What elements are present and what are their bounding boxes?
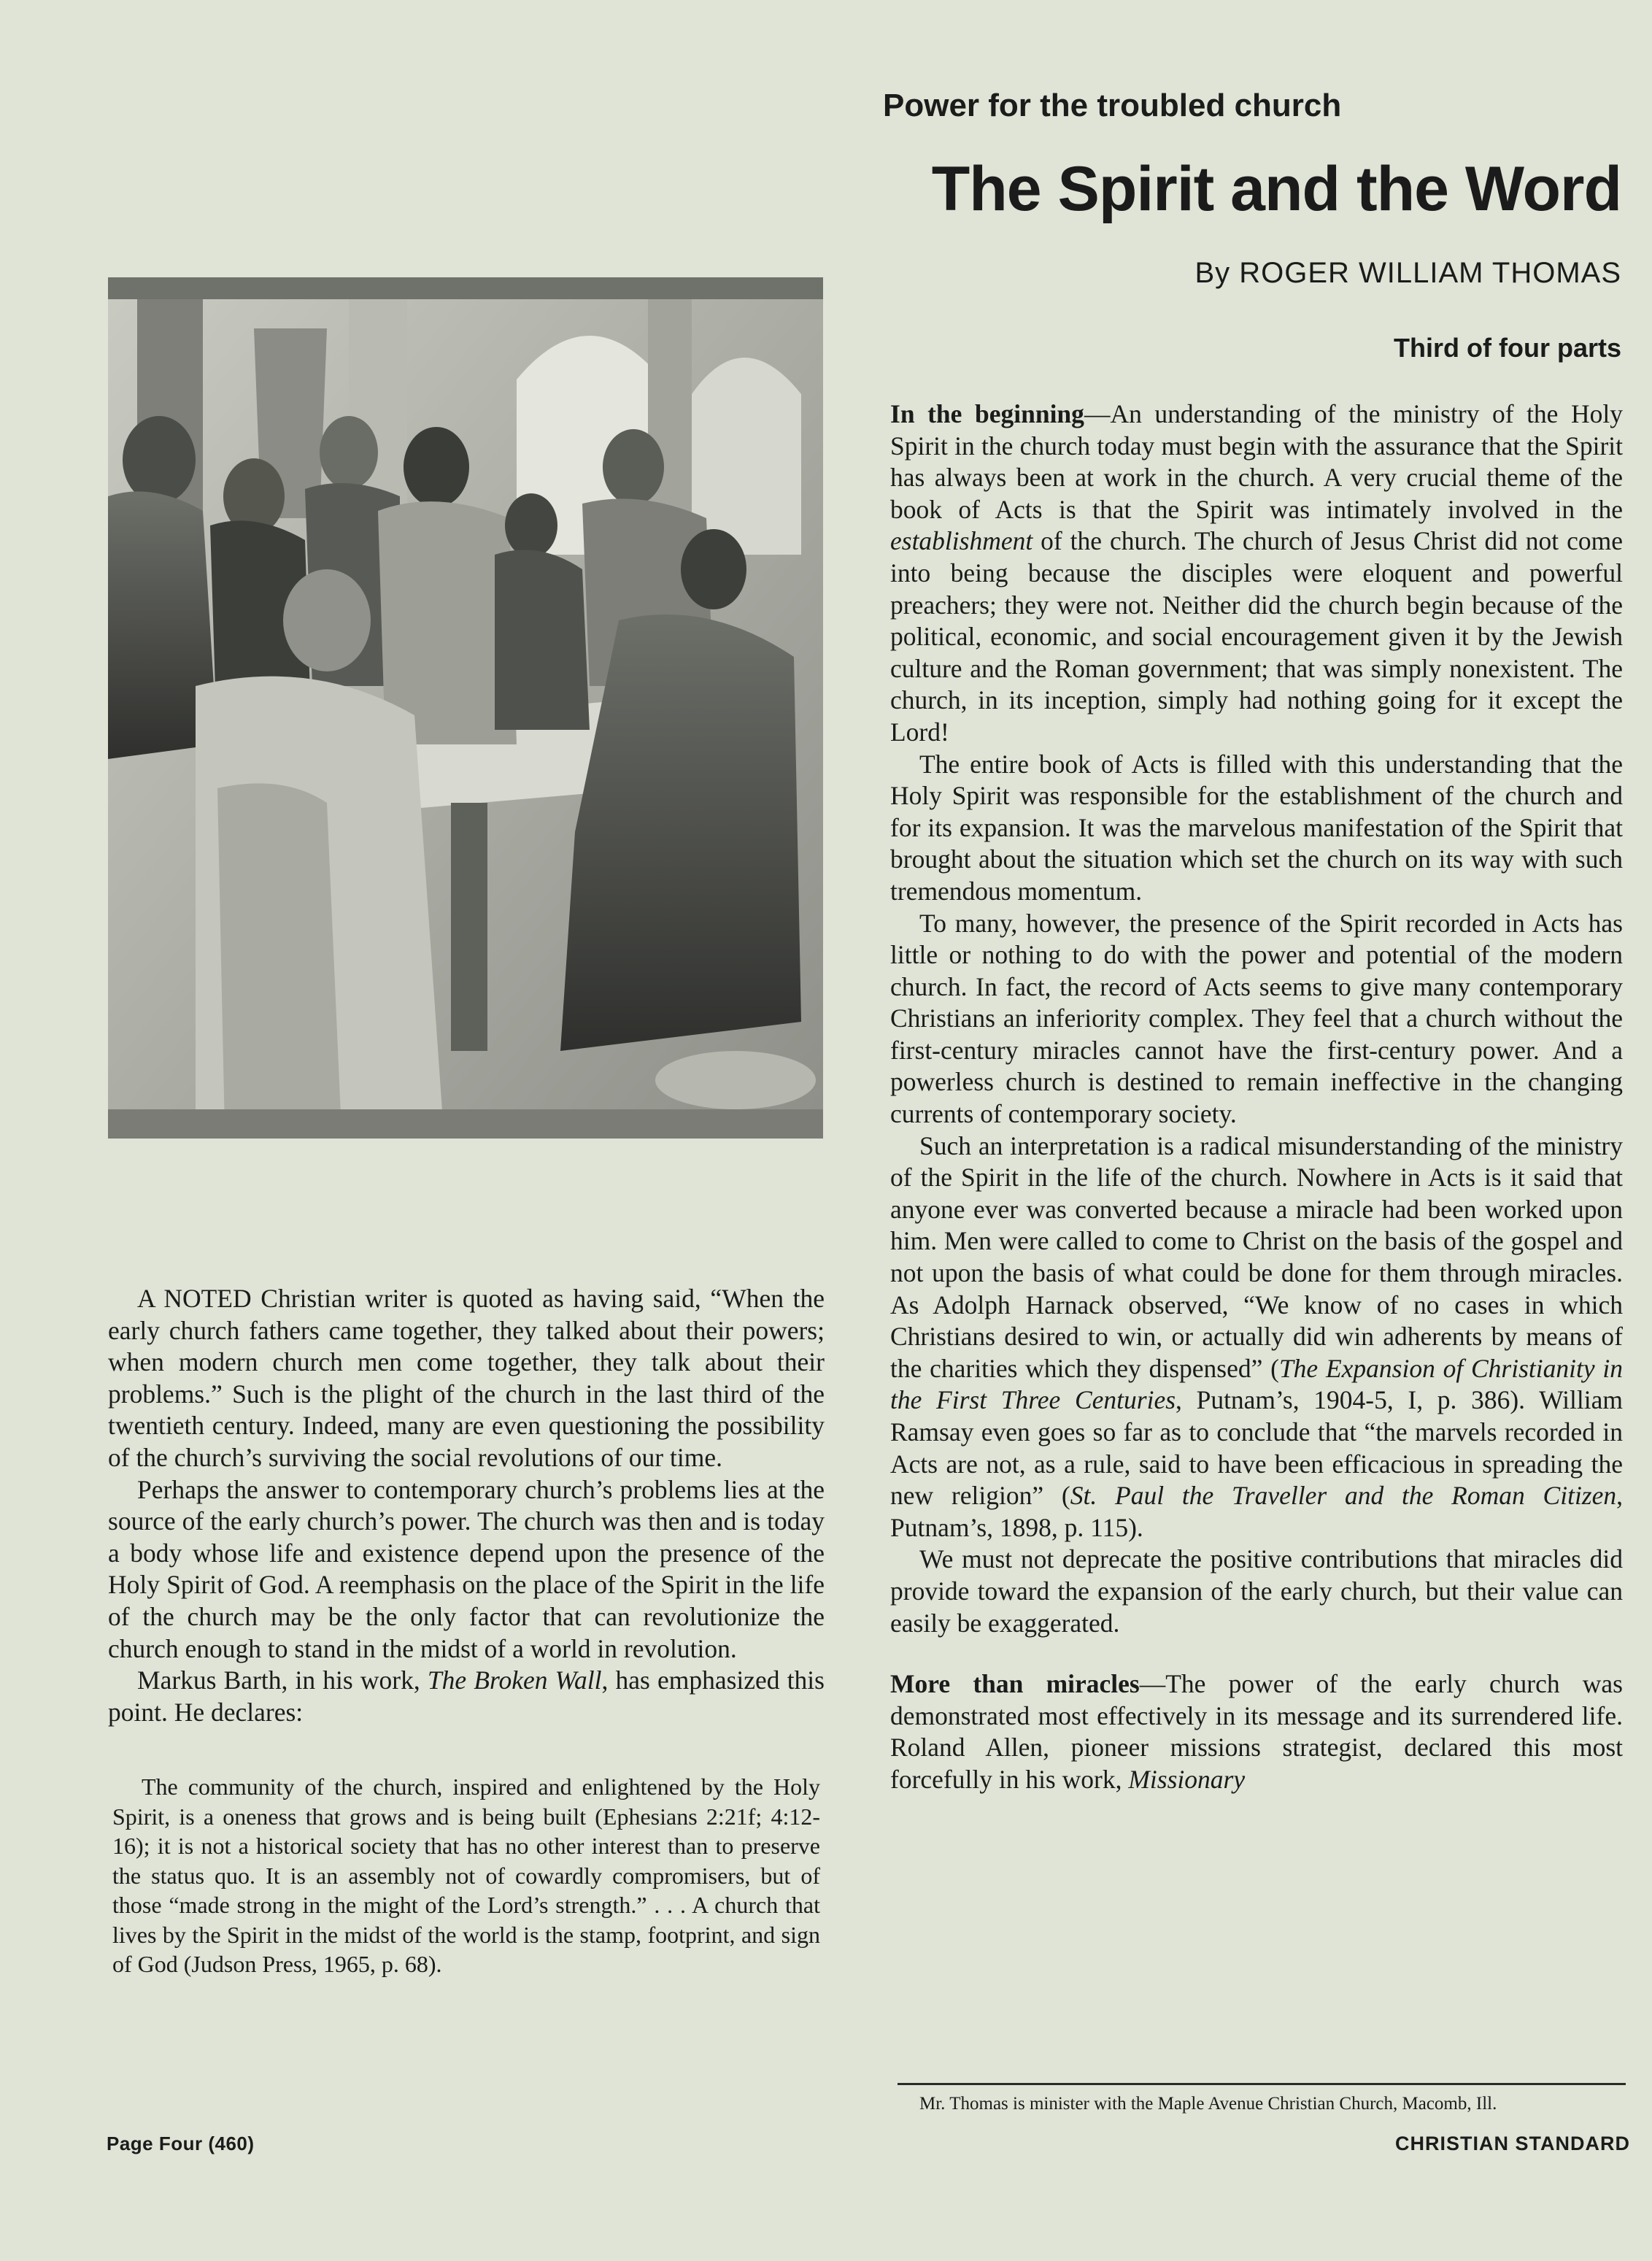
- text-run: , Putnam’s, 1904-5, I, p. 386). William Ramsay even goes so far as to conclude that “the marvels recorded in Acts are not, as a rule, said to have been efficacious in spreading the new religion” (: [890, 1385, 1623, 1511]
- page-number: Page Four (460): [107, 2133, 255, 2154]
- paragraph: To many, however, the presence of the Spirit recorded in Acts has little or nothing to do with the power and potential of the modern church. In fact, the record of Acts seems to give many contemporary Christians an inferiority complex. They feel that a church without the first-century miracles cannot have the first-century power. And a powerless church is destined to remain ineffective in the changing currents of contemporary society.: [890, 908, 1623, 1129]
- text-run: , has emphasized this point. He declares:: [108, 1665, 825, 1727]
- paragraph: A NOTED Christian writer is quoted as having said, “When the early church fathers came together, they talked about their powers; when modern church men come together, they talk about their problems.” Such is the plight of the church in the last third of the twentieth century. Indeed, many are even questioning the possibility of the church’s surviving the social revolutions of our time.: [108, 1284, 825, 1472]
- illustration-drawing: [108, 277, 823, 1139]
- paragraph: [890, 1668, 1623, 1795]
- right-column: [890, 398, 1623, 1796]
- text-run: , Putnam’s, 1898, p. 115).: [890, 1481, 1623, 1542]
- book-title: The Expansion of Christianity in the First Three Centuries: [890, 1353, 1623, 1415]
- quote-text: The community of the church, inspired and enlightened by the Holy Spirit, is a oneness that grows and is being built (Ephesians 2:21f; 4:12-16); it is not a historical society that has no other interest than to preserve the status quo. It is an assembly not of cowardly compromisers, but of those “made strong in the might of the Lord’s strength.” . . . A church that lives by the Spirit in the midst of the world is the stamp, footprint, and sign of God (Judson Press, 1965, p. 68).: [112, 1773, 820, 1978]
- block-quote: [108, 1772, 825, 1979]
- article-title: The Spirit and the Word: [931, 154, 1621, 224]
- text-run: —The power of the early church was demonstrated most effectively in its message and its surrendered life. Roland Allen, pioneer missions strategist, declared this most forcefully in his work,: [890, 1669, 1623, 1794]
- left-column: [108, 1283, 825, 1979]
- paragraph: The entire book of Acts is filled with this understanding that the Holy Spirit was responsible for the establishment of the church and for its expansion. It was the marvelous manifestation of the Spirit that brought about the situation which set the church on its way with such tremendous momentum.: [890, 749, 1623, 906]
- book-title: Missionary: [1128, 1764, 1246, 1794]
- article-illustration: [108, 277, 823, 1139]
- text-run: Markus Barth, in his work,: [137, 1665, 428, 1695]
- section-lead: In the beginning: [890, 399, 1084, 428]
- paragraph: We must not deprecate the positive contributions that miracles did provide toward the expansion of the early church, but their value can easily be exaggerated.: [890, 1544, 1623, 1638]
- emphasis: establishment: [890, 526, 1033, 556]
- book-title: The Broken Wall: [427, 1665, 602, 1695]
- author-footnote: Mr. Thomas is minister with the Maple Avenue Christian Church, Macomb, Ill.: [898, 2083, 1626, 2116]
- paragraph: Perhaps the answer to contemporary church’s problems lies at the source of the early church’s power. The church was then and is today a body whose life and existence depend upon the presence of the Holy Spirit of God. A reemphasis on the place of the Spirit in the life of the church may be the only factor that can revolutionize the church enough to stand in the midst of a world in revolution.: [108, 1474, 825, 1663]
- section-lead: More than miracles: [890, 1669, 1140, 1699]
- paragraph: [890, 398, 1623, 749]
- book-title: St. Paul the Traveller and the Roman Citizen: [1070, 1481, 1617, 1511]
- paragraph: [890, 1130, 1623, 1544]
- article-byline: By ROGER WILLIAM THOMAS: [1194, 257, 1621, 289]
- paragraph: [108, 1665, 825, 1728]
- text-run: —An understanding of the ministry of the Holy Spirit in the church today must begin with the assurance that the Spirit has always been at work in the church. A very crucial theme of the book of Acts is that the Spirit was intimately involved in the: [890, 399, 1623, 524]
- series-label: Third of four parts: [1394, 333, 1621, 363]
- article-kicker: Power for the troubled church: [883, 88, 1342, 123]
- text-run: of the church. The church of Jesus Christ did not come into being because the disciples were eloquent and powerful preachers; they were not. Neither did the church begin because of the political, economic, and social encouragement given it by the Jewish culture and the Roman government; that was simply nonexistent. The church, in its inception, simply had nothing going for it except the Lord!: [890, 526, 1623, 747]
- text-run: Such an interpretation is a radical misunderstanding of the ministry of the Spirit in the life of the church. Nowhere in Acts is it said that anyone ever was converted because a miracle had been worked upon him. Men were called to come to Christ on the basis of the gospel and not upon the basis of what could be done for them through miracles. As Adolph Harnack observed, “We know of no cases in which Christians desired to win, or actually did win adherents by means of the charities which they dispensed” (: [890, 1130, 1623, 1383]
- magazine-name: CHRISTIAN STANDARD: [1395, 2133, 1630, 2154]
